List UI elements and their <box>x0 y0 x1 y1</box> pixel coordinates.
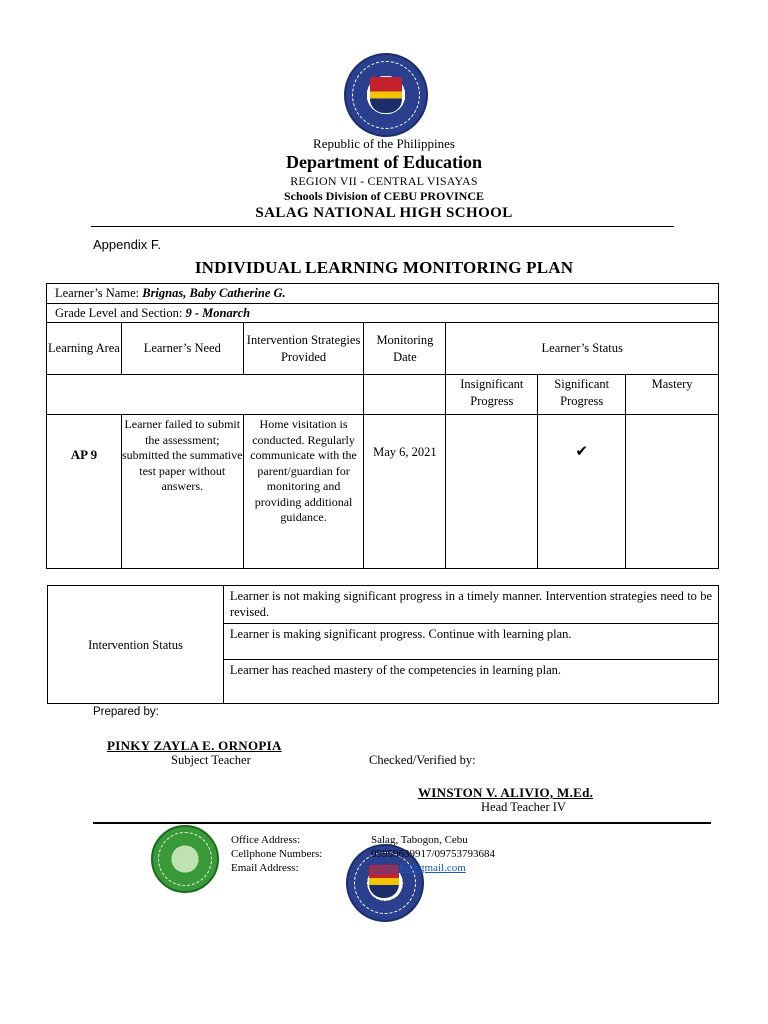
office-address-value: Salag, Tabogon, Cebu <box>371 834 468 846</box>
grade-section-label: Grade Level and Section: <box>55 305 183 320</box>
head-teacher-title: Head Teacher IV <box>481 800 566 814</box>
school-name: SALAG NATIONAL HIGH SCHOOL <box>255 205 513 221</box>
status-option-1: Learner is not making significant progress in a timely manner. Intervention strategies need to be revised. <box>223 586 718 624</box>
col-learners-status: Learner’s Status <box>446 323 719 375</box>
footer-divider <box>93 822 711 824</box>
cell-significant <box>538 415 626 569</box>
col-learning-area: Learning Area <box>47 323 122 375</box>
office-address-label: Office Address: <box>231 834 301 846</box>
status-option-3: Learner has reached mastery of the competencies in learning plan. <box>223 660 718 704</box>
grade-section-value: 9 - Monarch <box>185 305 251 320</box>
check-icon: ✔ <box>575 444 588 460</box>
intervention-status-table <box>47 585 719 704</box>
deped-seal-logo <box>344 53 428 137</box>
teacher-title: Subject Teacher <box>171 753 251 767</box>
cell-insignificant <box>446 415 538 569</box>
appendix-label: Appendix F. <box>93 237 161 252</box>
cellphone-value: 09959639917/09753793684 <box>371 848 496 860</box>
table-row <box>47 415 719 569</box>
col-intervention: Intervention Strategies Provided <box>243 323 364 375</box>
cell-mastery <box>626 415 719 569</box>
header-divider <box>91 226 674 227</box>
prepared-by-label: Prepared by: <box>93 706 159 718</box>
checked-by-label: Checked/Verified by: <box>369 753 476 767</box>
school-seal-logo <box>151 825 219 893</box>
learner-name-cell <box>47 284 719 304</box>
intervention-status-label: Intervention Status <box>48 586 224 704</box>
col-learners-need: Learner’s Need <box>121 323 243 375</box>
cell-date: May 6, 2021 <box>364 415 446 569</box>
department-title: Department of Education <box>286 152 482 172</box>
republic-line: Republic of the Philippines <box>313 136 455 151</box>
document-title: INDIVIDUAL LEARNING MONITORING PLAN <box>194 258 574 277</box>
cell-area: AP 9 <box>47 415 122 569</box>
school-seal-ring <box>158 832 212 886</box>
blank-date-subheader <box>364 375 446 415</box>
contact-labels <box>231 833 322 875</box>
teacher-name: PINKY ZAYLA E. ORNOPIA <box>107 738 282 753</box>
head-teacher-name: WINSTON V. ALIVIO, M.Ed. <box>418 785 594 800</box>
region-line: REGION VII - CENTRAL VISAYAS <box>290 174 478 188</box>
col-monitoring-date: Monitoring Date <box>364 323 446 375</box>
blank-subheader <box>47 375 364 415</box>
col-insignificant: Insignificant Progress <box>446 375 538 415</box>
cell-intervention: Home visitation is conducted. Regularly communicate with the parent/guardian for monitoring and providing additional guidance. <box>243 415 364 569</box>
cell-need: Learner failed to submit the assessment; submitted the summative test paper without answers. <box>121 415 243 569</box>
division-line: Schools Division of CEBU PROVINCE <box>283 189 485 203</box>
col-significant: Significant Progress <box>538 375 626 415</box>
email-label: Email Address: <box>231 862 299 874</box>
contact-values <box>371 833 495 875</box>
grade-section-cell <box>47 304 719 323</box>
email-link[interactable]: salagnhs@gmail.com <box>371 862 466 874</box>
cellphone-label: Cellphone Numbers: <box>231 848 323 860</box>
seal-shield <box>370 77 402 113</box>
learner-name-value: Brignas, Baby Catherine G. <box>142 286 286 300</box>
col-mastery: Mastery <box>626 375 719 415</box>
monitoring-plan-table <box>46 283 719 569</box>
learner-name-label: Learner’s Name: <box>55 286 140 300</box>
status-option-2: Learner is making significant progress. Continue with learning plan. <box>223 624 718 660</box>
